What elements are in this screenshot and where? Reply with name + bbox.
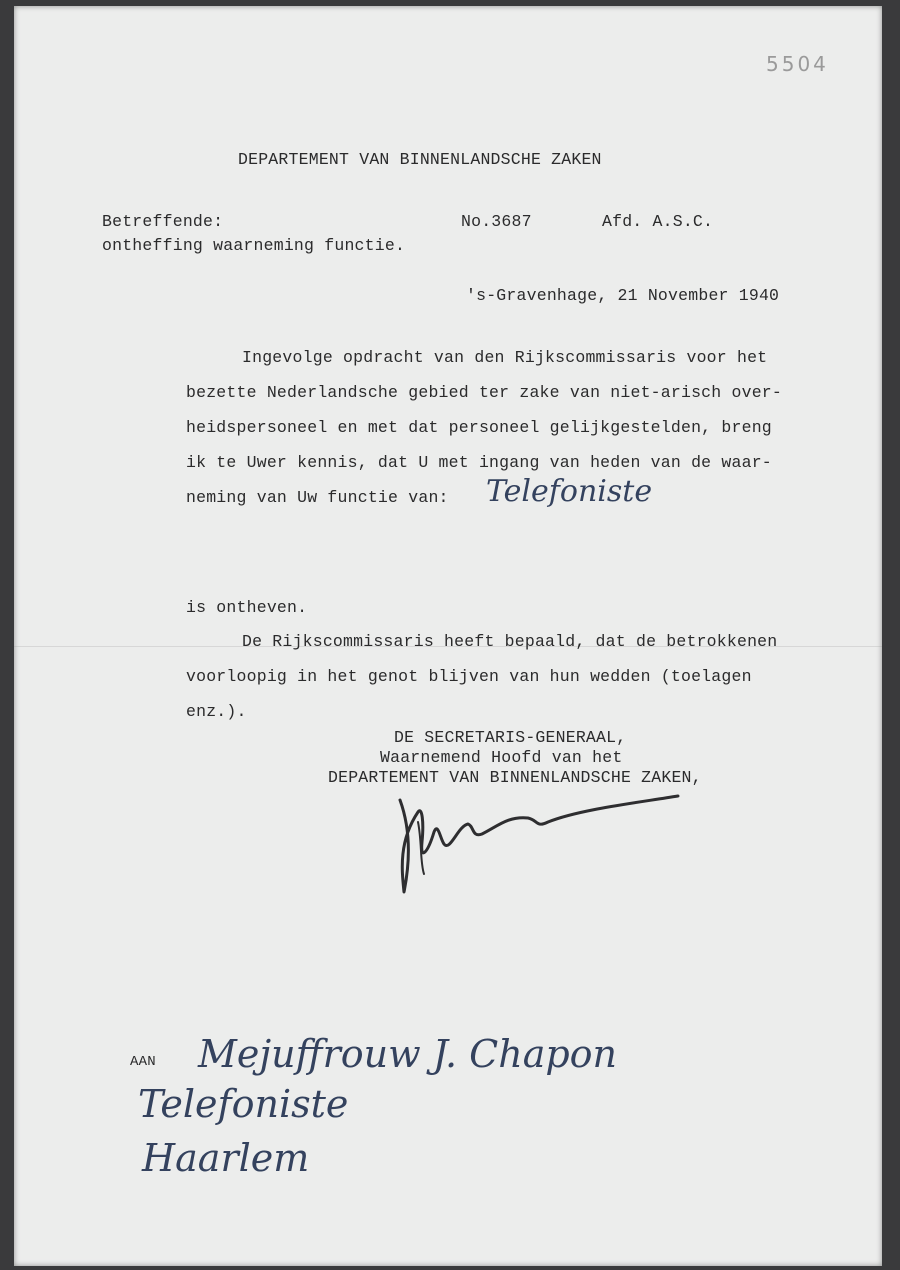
addressee-name: Mejuffrouw J. Chapon: [198, 1032, 618, 1076]
signature: [378, 782, 698, 902]
addressee-label: AAN: [130, 1054, 156, 1070]
subject-label: Betreffende:: [102, 212, 224, 231]
body-line-7: voorloopig in het genot blijven van hun wedden (toelagen: [186, 667, 752, 686]
archive-number: 5504: [766, 52, 829, 76]
body-line-1: Ingevolge opdracht van den Rijkscommissaris voor het: [242, 348, 768, 367]
handwritten-function: Telefoniste: [486, 474, 653, 509]
body-line-8: enz.).: [186, 702, 247, 721]
date-line: 's-Gravenhage, 21 November 1940: [466, 286, 780, 305]
closing-title: DE SECRETARIS-GENERAAL,: [394, 728, 627, 747]
closing-role: Waarnemend Hoofd van het: [380, 748, 623, 767]
addressee-function: Telefoniste: [138, 1082, 349, 1126]
relieved-line: is ontheven.: [186, 598, 308, 617]
section-code: Afd. A.S.C.: [602, 212, 714, 231]
body-line-3: heidspersoneel en met dat personeel gelijkgestelden, breng: [186, 418, 772, 437]
closing-department: DEPARTEMENT VAN BINNENLANDSCHE ZAKEN,: [328, 768, 702, 787]
letter-page: [14, 6, 882, 1266]
body-line-2: bezette Nederlandsche gebied ter zake van niet-arisch over-: [186, 383, 782, 402]
body-line-4: ik te Uwer kennis, dat U met ingang van heden van de waar-: [186, 453, 772, 472]
body-line-6: De Rijkscommissaris heeft bepaald, dat de betrokkenen: [242, 632, 778, 651]
subject-text: ontheffing waarneming functie.: [102, 236, 406, 255]
body-line-5: neming van Uw functie van:: [186, 488, 449, 507]
addressee-city: Haarlem: [142, 1136, 310, 1180]
department-heading: DEPARTEMENT VAN BINNENLANDSCHE ZAKEN: [238, 150, 602, 169]
reference-number: No.3687: [461, 212, 532, 231]
